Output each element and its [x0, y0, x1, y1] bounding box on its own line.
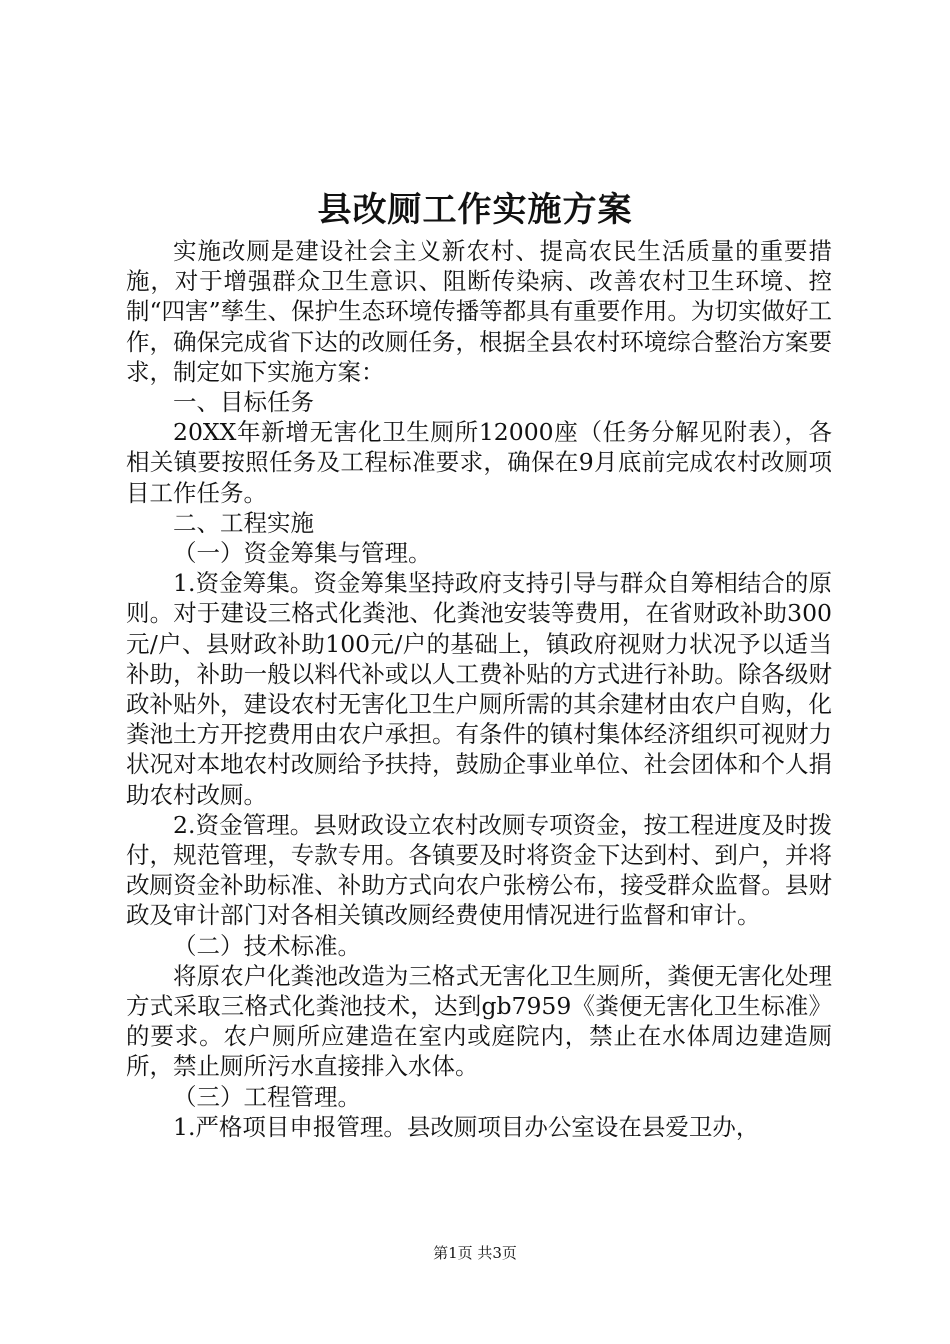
subheading-funding: （一）资金筹集与管理。: [173, 539, 432, 568]
paragraph-project-application: 1.严格项目申报管理。县改厕项目办公室设在县爱卫办，: [173, 1112, 760, 1141]
paragraph-goal: 20XX年新增无害化卫生厕所12000座（任务分解见附表），各相关镇要按照任务及工程标准要求，确保在9月底前完成农村改厕项目工作任务。: [126, 418, 832, 507]
document-title: 县改厕工作实施方案: [317, 190, 633, 230]
subheading-project-management: （三）工程管理。: [173, 1082, 361, 1111]
paragraph-technical-standards: 将原农户化粪池改造为三格式无害化卫生厕所，粪便无害化处理方式采取三格式化粪池技术，达到gb7959《粪便无害化卫生标准》的要求。农户厕所应建造在室内或庭院内，禁止在水体周边建造厕所，禁止厕所污水直接排入水体。: [126, 961, 832, 1081]
heading-goal-tasks: 一、目标任务: [173, 388, 314, 417]
page-number-footer: 第1页 共3页: [433, 1244, 517, 1262]
heading-implementation: 二、工程实施: [173, 508, 314, 537]
paragraph-fund-management: 2.资金管理。县财政设立农村改厕专项资金，按工程进度及时拨付，规范管理，专款专用。各镇要及时将资金下达到村、到户，并将改厕资金补助标准、补助方式向农户张榜公布，接受群众监督。县财政及审计部门对各相关镇改厕经费使用情况进行监督和审计。: [126, 810, 832, 930]
subheading-technical-standards: （二）技术标准。: [173, 931, 361, 960]
paragraph-fund-raising: 1.资金筹集。资金筹集坚持政府支持引导与群众自筹相结合的原则。对于建设三格式化粪池、化粪池安装等费用，在省财政补助300元/户、县财政补助100元/户的基础上，镇政府视财力状况予以适当补助，补助一般以料代补或以人工费补贴的方式进行补助。除各级财政补贴外，建设农村无害化卫生户厕所需的其余建材由农户自购，化粪池土方开挖费用由农户承担。有条件的镇村集体经济组织可视财力状况对本地农村改厕给予扶持，鼓励企事业单位、社会团体和个人捐助农村改厕。: [126, 569, 832, 809]
document-body: [126, 236, 832, 1142]
paragraph-intro: 实施改厕是建设社会主义新农村、提高农民生活质量的重要措施，对于增强群众卫生意识、阻断传染病、改善农村卫生环境、控制“四害”孳生、保护生态环境传播等都具有重要作用。为切实做好工作，确保完成省下达的改厕任务，根据全县农村环境综合整治方案要求，制定如下实施方案：: [126, 237, 832, 386]
